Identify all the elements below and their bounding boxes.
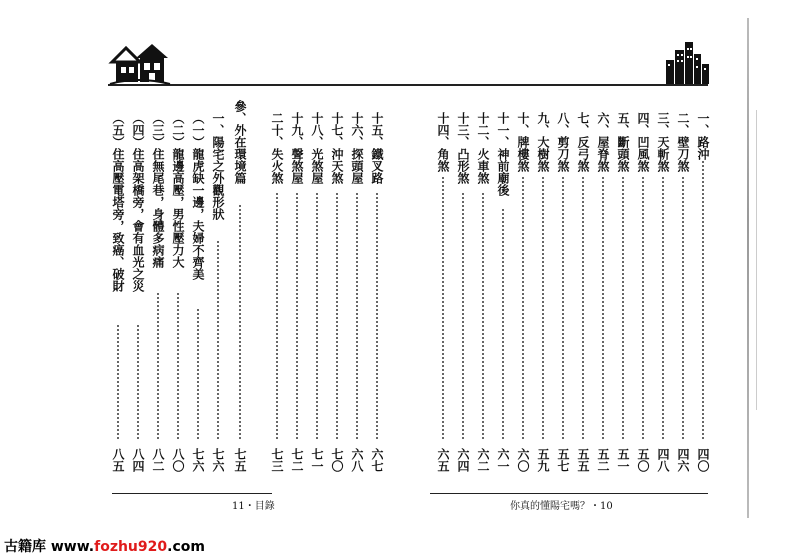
toc-entry[interactable] [553, 112, 573, 472]
toc-entry-page: 六〇 [516, 448, 530, 472]
toc-entry-title: 一、陽宅之外觀形狀 [211, 112, 225, 220]
toc-entry-title: （五）住高壓電塔旁，致癌、破財 [111, 112, 125, 292]
toc-entry[interactable] [573, 112, 593, 472]
leader-dots [482, 192, 484, 440]
toc-entry-page: 五二 [596, 448, 610, 472]
toc-entry-title: 十、牌樓煞 [516, 112, 530, 172]
toc-entry-page: 八五 [111, 448, 125, 472]
toc-entry-page: 八〇 [171, 448, 185, 472]
toc-entry-title: 三、天斬煞 [656, 112, 670, 172]
leader-dots [276, 192, 278, 440]
leader-dots [356, 192, 358, 440]
toc-section-heading[interactable] [230, 100, 250, 472]
leader-dots [542, 176, 544, 440]
watermark-prefix: 古籍库 www. [4, 539, 95, 555]
toc-entry-title: 十二、火車煞 [476, 112, 490, 184]
toc-entry-title: 二十、失火煞 [270, 112, 284, 184]
toc-entry-page: 四六 [676, 448, 690, 472]
leader-dots [642, 176, 644, 440]
toc-entry-title: 十八、光煞屋 [310, 112, 324, 184]
toc-entry-page: 六七 [370, 448, 384, 472]
leader-dots [316, 192, 318, 440]
city-skyline-icon [664, 38, 710, 88]
toc-entry-title: 參、外在環境篇 [233, 100, 247, 184]
toc-entry-title: 九、大樹煞 [536, 112, 550, 172]
toc-entry-title: （三）住無尾巷，身體多病痛 [151, 112, 165, 268]
footer-rule-left [112, 493, 272, 494]
site-watermark [4, 536, 205, 556]
toc-entry-title: 十五、鐵叉路 [370, 112, 384, 184]
leader-dots [682, 176, 684, 440]
toc-entry-title: （一）龍虎缺一邊，夫婦不齊美 [191, 112, 205, 280]
toc-entry-page: 七六 [211, 448, 225, 472]
toc-entry-title: 十六、探頭屋 [350, 112, 364, 184]
toc-entry-page: 四〇 [696, 448, 710, 472]
leader-dots [336, 192, 338, 440]
toc-entry-page: 五一 [616, 448, 630, 472]
toc-entry[interactable] [108, 112, 128, 472]
toc-entry-page: 六八 [350, 448, 364, 472]
leader-dots [462, 192, 464, 440]
toc-entry[interactable] [148, 112, 168, 472]
toc-entry[interactable] [188, 112, 208, 472]
toc-entry-page: 五〇 [636, 448, 650, 472]
toc-entry-page: 八二 [151, 448, 165, 472]
footer-page-left: 11・目錄 [232, 501, 275, 512]
toc-entry-page: 七一 [310, 448, 324, 472]
header-rule [108, 84, 708, 86]
toc-entry[interactable] [367, 112, 387, 472]
toc-entry[interactable] [613, 112, 633, 472]
toc-entry-page: 四八 [656, 448, 670, 472]
toc-entry[interactable] [267, 112, 287, 472]
toc-entry[interactable] [453, 112, 473, 472]
toc-entry-page: 五七 [556, 448, 570, 472]
toc-entry-page: 七〇 [330, 448, 344, 472]
toc-entry-title: 一、路沖 [696, 112, 710, 160]
house-icon [108, 40, 172, 90]
toc-entry-title: 十四、角煞 [436, 112, 450, 172]
toc-entry[interactable] [593, 112, 613, 472]
leader-dots [442, 176, 444, 440]
toc-entry[interactable] [493, 112, 513, 472]
footer-rule-right [430, 493, 708, 494]
leader-dots [217, 240, 219, 440]
toc-entry-page: 七三 [270, 448, 284, 472]
leader-dots [376, 192, 378, 440]
toc-entry-title: （四）住高架橋旁，會有血光之災 [131, 112, 145, 292]
toc-entry[interactable] [653, 112, 673, 472]
leader-dots [702, 160, 704, 440]
toc-entry[interactable] [307, 112, 327, 472]
toc-entry-title: 二、壁刀煞 [676, 112, 690, 172]
scan-edge [747, 18, 749, 518]
toc-entry-page: 六五 [436, 448, 450, 472]
leader-dots [137, 324, 139, 440]
toc-entry-page: 八四 [131, 448, 145, 472]
leader-dots [296, 192, 298, 440]
toc-entry[interactable] [168, 112, 188, 472]
leader-dots [239, 204, 241, 440]
toc-entry[interactable] [327, 112, 347, 472]
toc-entry[interactable] [287, 112, 307, 472]
toc-entry-title: 五、斷頭煞 [616, 112, 630, 172]
leader-dots [582, 176, 584, 440]
toc-entry[interactable] [673, 112, 693, 472]
toc-entry[interactable] [693, 112, 713, 472]
footer-page-right: 你真的懂陽宅嗎？・10 [510, 501, 613, 512]
toc-entry-page: 六二 [476, 448, 490, 472]
leader-dots [157, 292, 159, 440]
toc-entry-page: 五九 [536, 448, 550, 472]
toc-entry-title: 十九、聲煞屋 [290, 112, 304, 184]
toc-entry[interactable] [128, 112, 148, 472]
leader-dots [522, 176, 524, 440]
leader-dots [502, 208, 504, 440]
toc-entry[interactable] [208, 112, 228, 472]
toc-entry-page: 六一 [496, 448, 510, 472]
leader-dots [622, 176, 624, 440]
toc-entry-page: 七二 [290, 448, 304, 472]
leader-dots [602, 176, 604, 440]
leader-dots [197, 308, 199, 440]
toc-entry-title: 四、凹風煞 [636, 112, 650, 172]
toc-entry-page: 六四 [456, 448, 470, 472]
toc-entry-title: 八、剪刀煞 [556, 112, 570, 172]
watermark-suffix: .com [167, 539, 205, 555]
toc-entry-title: 十三、凸形煞 [456, 112, 470, 184]
toc-entry-title: （二）龍邊高壓，男性壓力大 [171, 112, 185, 268]
toc-entry-title: 十七、沖天煞 [330, 112, 344, 184]
leader-dots [562, 176, 564, 440]
scan-edge [756, 110, 757, 410]
leader-dots [117, 324, 119, 440]
toc-entry[interactable] [433, 112, 453, 472]
leader-dots [662, 176, 664, 440]
toc-entry[interactable] [473, 112, 493, 472]
watermark-domain: fozhu920 [94, 539, 168, 555]
toc-entry-page: 七六 [191, 448, 205, 472]
toc-entry-page: 七五 [233, 448, 247, 472]
toc-entry[interactable] [347, 112, 367, 472]
toc-entry-page: 五五 [576, 448, 590, 472]
leader-dots [177, 292, 179, 440]
toc-entry-title: 十一、神前廟後 [496, 112, 510, 196]
toc-entry-title: 六、屋脊煞 [596, 112, 610, 172]
toc-entry[interactable] [513, 112, 533, 472]
toc-entry-title: 七、反弓煞 [576, 112, 590, 172]
toc-entry[interactable] [533, 112, 553, 472]
toc-entry[interactable] [633, 112, 653, 472]
